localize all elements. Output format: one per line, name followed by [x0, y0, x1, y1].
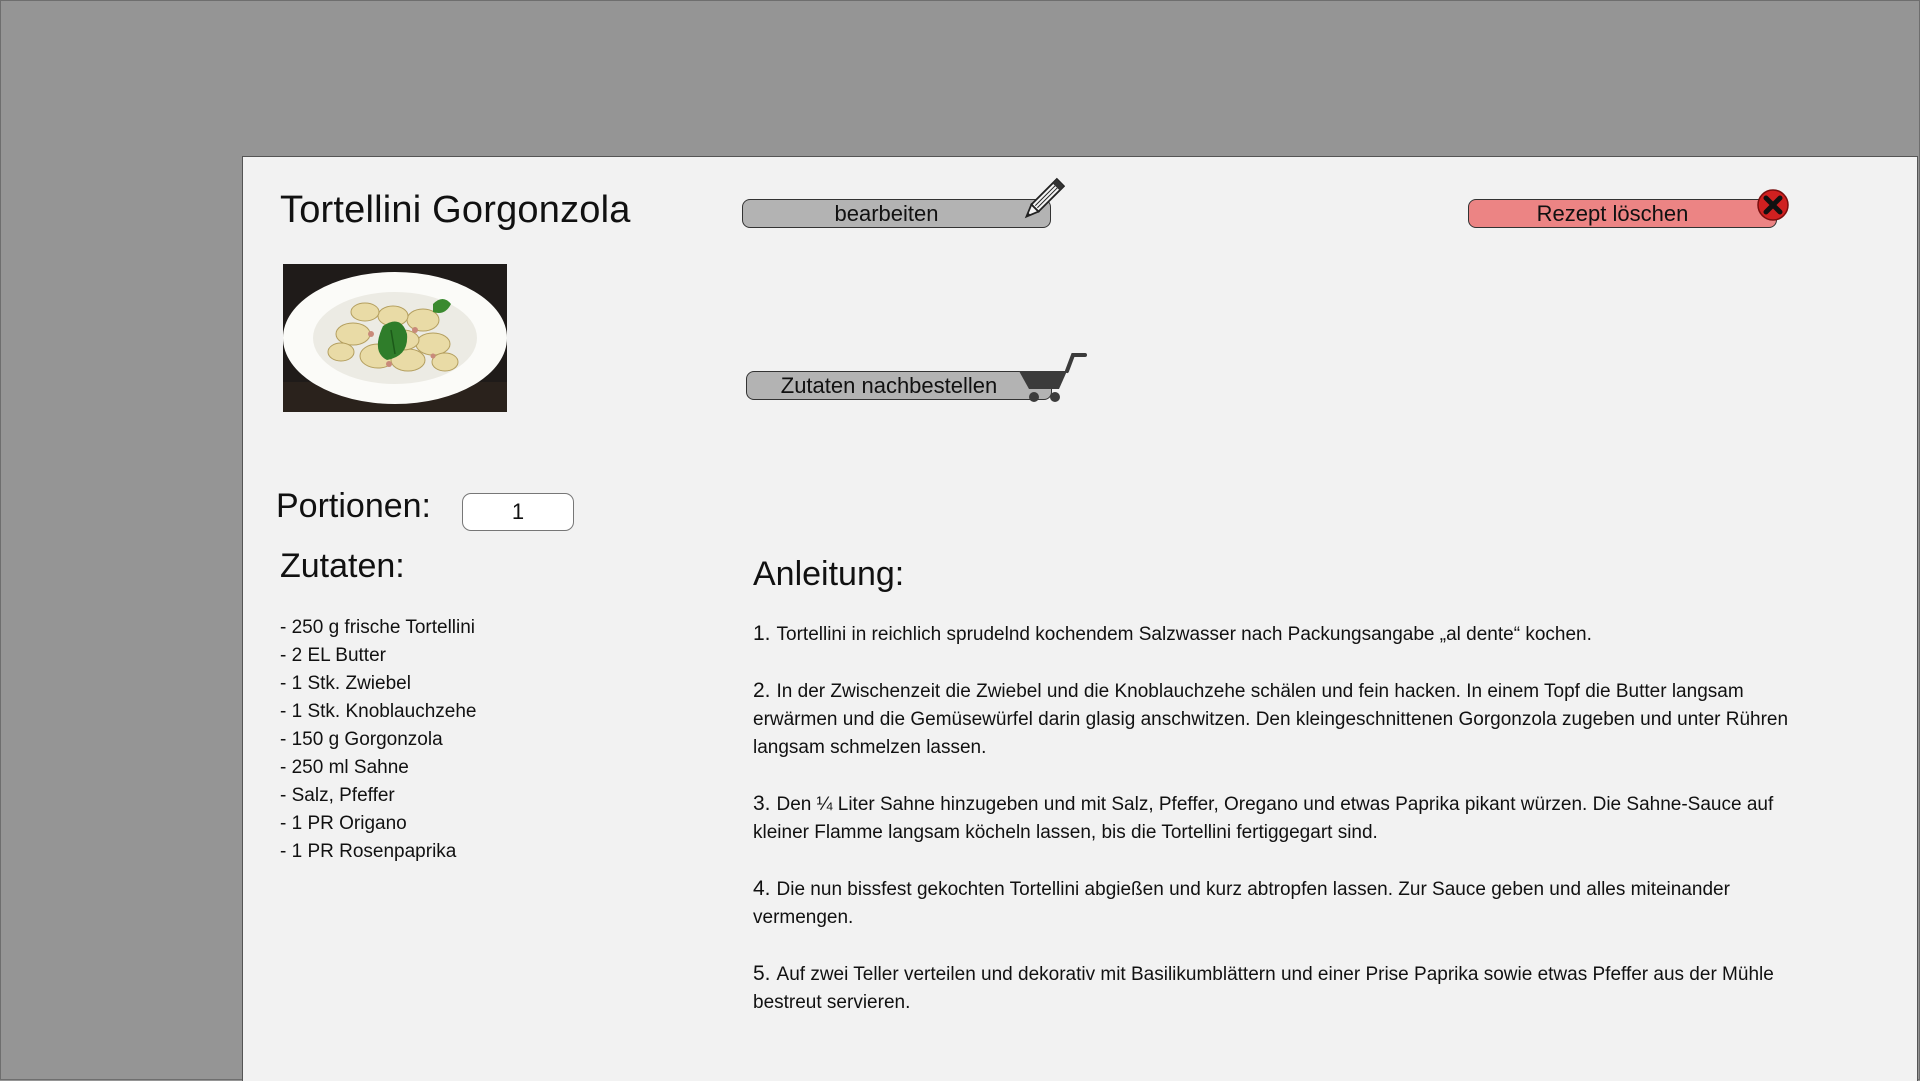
ingredient-item: - 2 EL Butter [280, 645, 386, 666]
portions-label: Portionen: [276, 487, 431, 525]
ingredient-item: - 1 PR Origano [280, 813, 407, 834]
ingredient-item: - 250 ml Sahne [280, 757, 409, 778]
ingredients-list [280, 614, 476, 866]
step-number: 5. [753, 962, 771, 985]
instruction-step [753, 875, 1793, 932]
step-text: Tortellini in reichlich sprudelnd kochendem Salzwasser nach Packungsangabe „al dente“ kochen. [776, 624, 1592, 645]
edit-recipe-button[interactable] [742, 199, 1051, 228]
recipe-image [283, 264, 507, 412]
step-text: In der Zwischenzeit die Zwiebel und die Knoblauchzehe schälen und fein hacken. In einem Topf die Butter langsam erwärmen und die Gemüsewürfel darin glasig anschwitzen. Den kleingeschnittenen Gorgonzola zugeben und unter Rühren langsam schmelzen lassen. [753, 681, 1789, 758]
ingredient-item: - 1 Stk. Knoblauchzehe [280, 701, 477, 722]
edit-recipe-label: bearbeiten [834, 200, 939, 226]
ingredient-item: - 150 g Gorgonzola [280, 729, 443, 750]
instruction-step [753, 790, 1793, 847]
step-text: Die nun bissfest gekochten Tortellini abgießen und kurz abtropfen lassen. Zur Sauce geben und alles miteinander vermengen. [753, 879, 1730, 928]
recipe-title: Tortellini Gorgonzola [280, 189, 631, 231]
shopping-cart-icon [1015, 351, 1087, 412]
ingredient-item: - 1 Stk. Zwiebel [280, 673, 411, 694]
step-number: 4. [753, 877, 771, 900]
ingredients-heading: Zutaten: [280, 547, 405, 585]
instruction-step [753, 677, 1793, 762]
delete-recipe-label: Rezept löschen [1536, 200, 1689, 226]
instructions-heading: Anleitung: [753, 555, 905, 593]
ingredient-item: - Salz, Pfeffer [280, 785, 395, 806]
delete-recipe-button[interactable] [1468, 199, 1777, 228]
portions-input[interactable] [462, 493, 574, 531]
delete-x-icon [1756, 188, 1790, 227]
reorder-ingredients-button[interactable] [746, 371, 1052, 400]
instruction-step [753, 620, 1793, 649]
step-number: 3. [753, 792, 771, 815]
instruction-step [753, 960, 1793, 1017]
step-text: Den ¼ Liter Sahne hinzugeben und mit Salz, Pfeffer, Oregano und etwas Paprika pikant würzen. Die Sahne-Sauce auf kleiner Flamme langsam köcheln lassen, bis die Tortellini fertiggegart sind. [753, 794, 1774, 843]
step-text: Auf zwei Teller verteilen und dekorativ mit Basilikumblättern und einer Prise Paprika sowie etwas Pfeffer aus der Mühle bestreut servieren. [753, 964, 1774, 1013]
step-number: 2. [753, 679, 771, 702]
reorder-ingredients-label: Zutaten nachbestellen [780, 372, 998, 398]
ingredient-item: - 1 PR Rosenpaprika [280, 841, 457, 862]
ingredient-item: - 250 g frische Tortellini [280, 617, 476, 638]
step-number: 1. [753, 622, 771, 645]
recipe-detail-panel [242, 156, 1918, 1081]
pencil-icon [1019, 177, 1065, 230]
instructions-list [753, 620, 1793, 1045]
